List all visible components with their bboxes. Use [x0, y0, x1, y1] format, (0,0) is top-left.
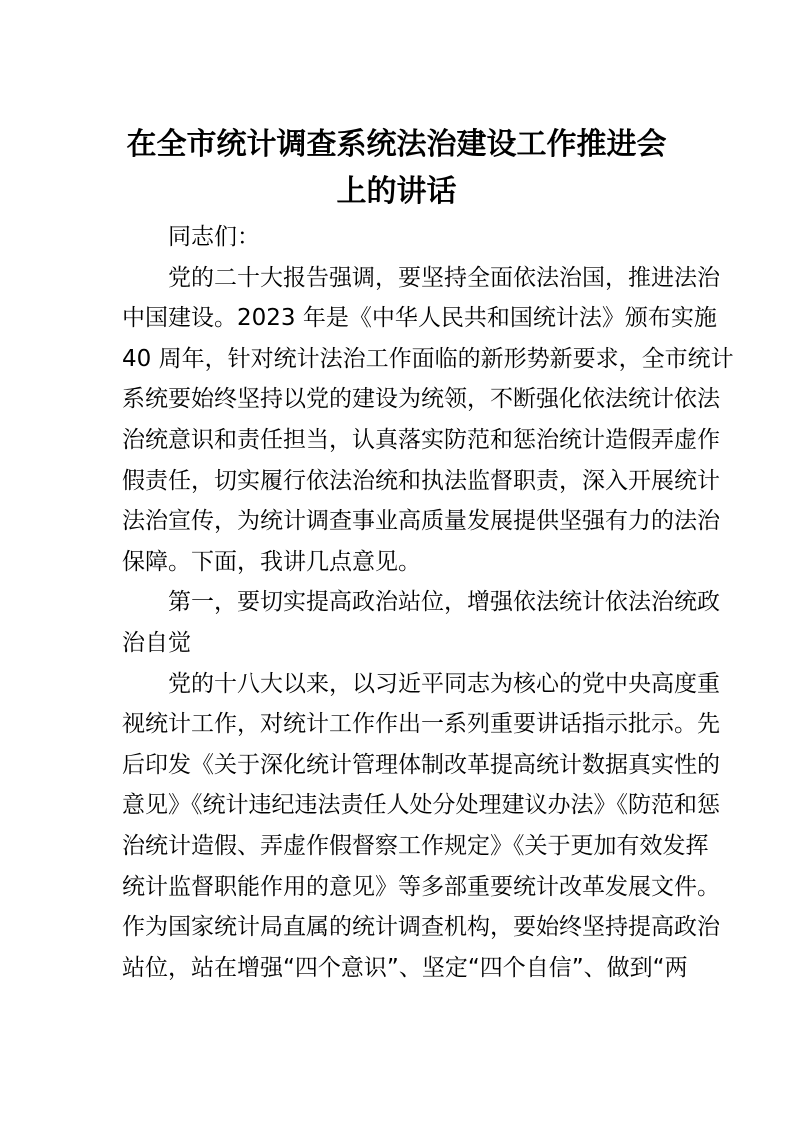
- document-body: [122, 217, 734, 988]
- title-line-1: 在全市统计调查系统法治建设工作推进会: [126, 127, 667, 162]
- text-line: 党的十八大以来，以习近平同志为核心的党中央高度重: [168, 670, 720, 697]
- document-title: [110, 121, 683, 215]
- text-line: 治自觉: [122, 629, 191, 656]
- text-line: 视统计工作，对统计工作作出一系列重要讲话指示批示。先: [122, 711, 720, 738]
- text-line: 系统要始终坚持以党的建设为统领，不断强化依法统计依法: [122, 386, 720, 413]
- paragraph-intro: [122, 258, 734, 583]
- text-line: 40 周年，针对统计法治工作面临的新形势新要求，全市统计: [122, 345, 734, 372]
- text-line: 后印发《关于深化统计管理体制改革提高统计数据真实性的: [122, 751, 720, 778]
- paragraph-section-1: [122, 664, 720, 989]
- text-line: 站位，站在增强“四个意识”、坚定“四个自信”、做到“两: [122, 954, 688, 981]
- text-line: 党的二十大报告强调，要坚持全面依法治国，推进法治: [168, 264, 720, 291]
- text-line: 法治宣传，为统计调查事业高质量发展提供坚强有力的法治: [122, 508, 720, 535]
- text-line: 中国建设。2023 年是《中华人民共和国统计法》颁布实施: [122, 305, 717, 332]
- paragraph-salutation: [122, 217, 675, 258]
- text-line: 统计监督职能作用的意见》等多部重要统计改革发展文件。: [122, 873, 720, 900]
- text-line: 意见》《统计违纪违法责任人处分处理建议办法》《防范和惩: [122, 792, 720, 819]
- text-line: 保障。下面，我讲几点意见。: [122, 548, 421, 575]
- text-line: 治统意识和责任担当，认真落实防范和惩治统计造假弄虚作: [122, 426, 720, 453]
- text-line: 治统计造假、弄虚作假督察工作规定》《关于更加有效发挥: [122, 832, 709, 859]
- section-heading-1: [122, 582, 720, 663]
- text-line: 同志们：: [168, 224, 260, 250]
- title-line-2: 上的讲话: [336, 174, 457, 209]
- text-line: 第一，要切实提高政治站位，增强依法统计依法治统政: [168, 589, 720, 616]
- text-line: 假责任，切实履行依法治统和执法监督职责，深入开展统计: [122, 467, 720, 494]
- text-line: 作为国家统计局直属的统计调查机构，要始终坚持提高政治: [122, 914, 720, 941]
